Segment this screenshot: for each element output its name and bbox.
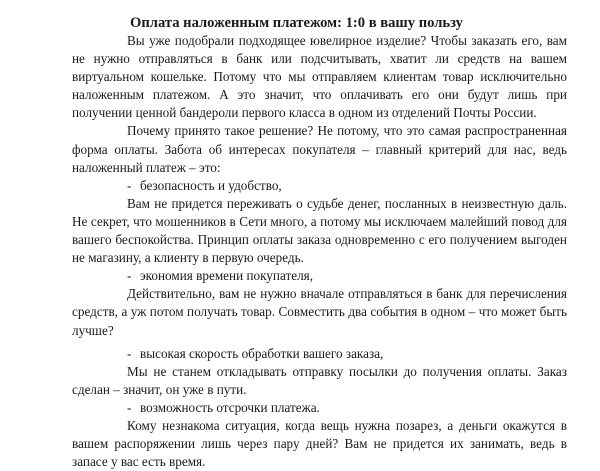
bullet-item-time [72, 267, 567, 285]
dash-marker: - [127, 399, 132, 415]
document-title: Оплата наложенным платежом: 1:0 в вашу пользу [130, 15, 463, 31]
bullet-text: экономия времени покупателя, [140, 268, 314, 284]
bullet-item-deferral [72, 399, 567, 417]
bullet-item-speed [72, 345, 567, 363]
paragraph-speed: Мы не станем откладывать отправку посылки до получения оплаты. Заказ сделан – значит, он уже в пути. [72, 363, 567, 397]
paragraph-safety: Вам не придется переживать о судьбе денег, посланных в неизвестную даль. Не секрет, что мошенников в Сети много, а потому мы исключаем малейший повод для вашего беспокойства. Принцип оплаты заказа одновременно с его получением выгоден не магазину, а клиенту в первую очередь. [72, 195, 567, 266]
paragraph-time: Действительно, вам не нужно вначале отправляться в банк для перечисления средств, а уж потом получать товар. Совместить два события в одном – что может быть лучше? [72, 286, 567, 338]
bullet-text: безопасность и удобство, [140, 177, 282, 193]
paragraph-why: Почему принято такое решение? Не потому, что это самая распространенная форма оплаты. Забота об интересах покупателя – главный критерий для нас, ведь наложенный платеж – это: [72, 123, 567, 175]
dash-marker: - [127, 345, 132, 361]
bullet-text: возможность отсрочки платежа. [140, 399, 320, 415]
paragraph-intro: Вы уже подобрали подходящее ювелирное изделие? Чтобы заказать его, вам не нужно отправляться в банк или подсчитывать, хватит ли средств на вашем виртуальном кошельке. Потому что мы отправляем клиентам товар исключительно наложенным платежом. А это значит, что оплачивать его они будут лишь при получении ценной бандероли первого класса в одном из отделений Почты России. [72, 33, 567, 121]
bullet-item-safety [72, 177, 567, 195]
bullet-text: высокая скорость обработки вашего заказа, [140, 345, 384, 361]
paragraph-deferral: Кому незнакома ситуация, когда вещь нужна позарез, а деньги окажутся в вашем распоряжении лишь через пару дней? Вам не придется их занимать, ведь в запасе у вас есть время. [72, 417, 567, 470]
dash-marker: - [127, 268, 132, 284]
dash-marker: - [127, 177, 132, 193]
document-page [72, 14, 567, 471]
